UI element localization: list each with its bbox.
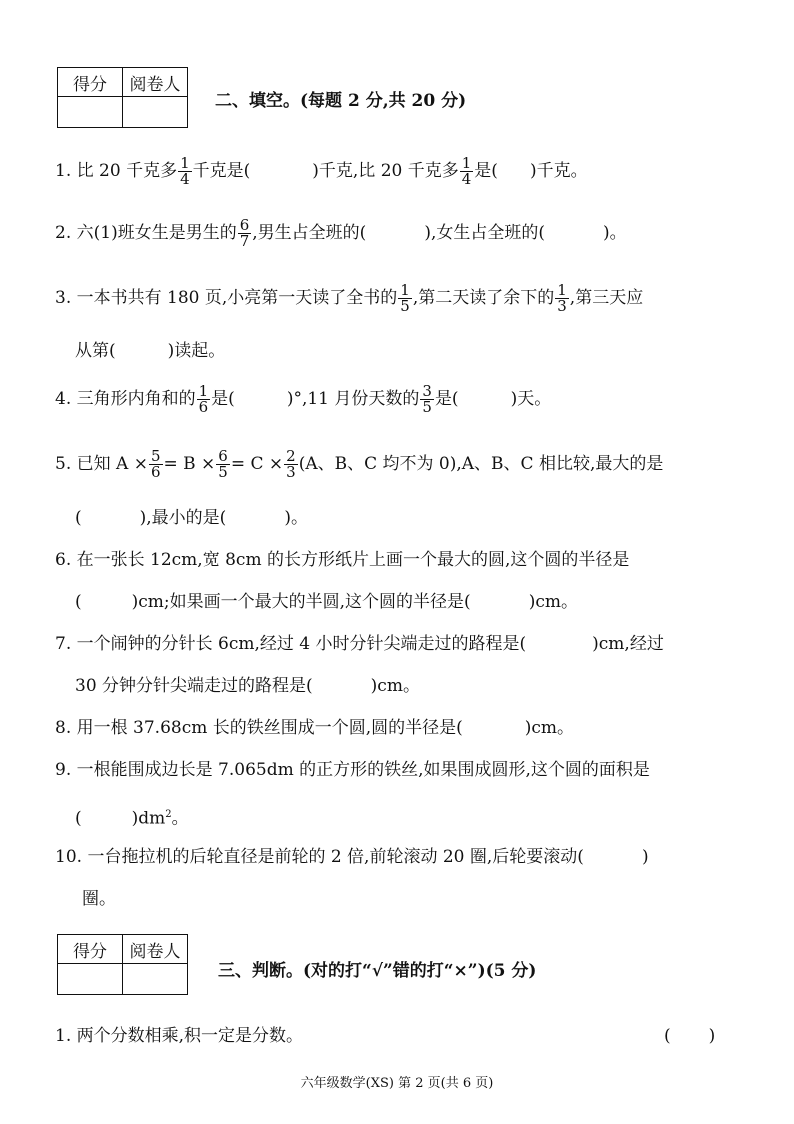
fraction: $\frac{1}{4}$ [180, 154, 190, 188]
score-label: 得分 [58, 68, 123, 97]
section2-title: 二、填空。(每题 2 分,共 20 分) [215, 91, 467, 111]
question-7: 7. 一个闹钟的分针长 6cm,经过 4 小时分针尖端走过的路程是( )cm,经过 [55, 634, 664, 654]
fraction: $\frac{6}{7}$ [239, 216, 250, 250]
fraction: $\frac{6}{5}$ [218, 447, 228, 481]
judgment-1-answer[interactable]: ( ) [664, 1026, 716, 1046]
score-field[interactable] [58, 97, 123, 128]
question-8: 8. 用一根 37.68cm 长的铁丝围成一个圆,圆的半径是( )cm。 [55, 718, 575, 738]
grader-label: 阅卷人 [123, 935, 188, 964]
judgment-1: 1. 两个分数相乘,积一定是分数。 [55, 1026, 304, 1046]
page-footer: 六年级数学(XS) 第 2 页(共 6 页) [300, 1076, 494, 1091]
question-10: 10. 一台拖拉机的后轮直径是前轮的 2 倍,前轮滚动 20 圈,后轮要滚动( ) [55, 847, 649, 867]
question-4: 4. 三角形内角和的 $\frac{1}{6}$ 是( )°,11 月份天数的 $\frac{3}{5}$ 是( )天。 [55, 382, 552, 416]
question-7-line2: 30 分钟分针尖端走过的路程是( )cm。 [75, 676, 420, 696]
question-2: 2. 六(1)班女生是男生的 $\frac{6}{7}$ ,男生占全班的( ),女生占全班的( )。 [55, 216, 627, 250]
question-5-line2: ( ),最小的是( )。 [75, 508, 308, 528]
question-3-line2: 从第( )读起。 [75, 341, 226, 361]
grader-label: 阅卷人 [123, 68, 188, 97]
question-5: 5. 已知 A × $\frac{5}{6}$ = B × $\frac{6}{5}$ = C × $\frac{2}{3}$ (A、B、C 均不为 0),A、B、C 相比较,最大的是 [55, 447, 664, 481]
fraction: $\frac{1}{4}$ [461, 154, 472, 188]
fraction: $\frac{3}{5}$ [422, 382, 432, 416]
fraction: $\frac{1}{3}$ [557, 281, 567, 315]
question-9-line2: ( )$dm^2$。 [75, 808, 189, 829]
question-10-line2: 圈。 [82, 889, 116, 909]
question-3: 3. 一本书共有 180 页,小亮第一天读了全书的 $\frac{1}{5}$ ,第二天读了余下的 $\frac{1}{3}$ ,第三天应 [55, 281, 644, 315]
score-label: 得分 [58, 935, 123, 964]
fraction: $\frac{1}{5}$ [400, 281, 410, 315]
section3-title: 三、判断。(对的打“√”错的打“×”)(5 分) [218, 961, 537, 981]
question-6: 6. 在一张长 12cm,宽 8cm 的长方形纸片上画一个最大的圆,这个圆的半径是 [55, 550, 630, 570]
grader-field[interactable] [123, 964, 188, 995]
question-1: 1. 比 20 千克多 $\frac{1}{4}$ 千克是( )千克,比 20 千克多 $\frac{1}{4}$ 是( )千克。 [55, 154, 588, 188]
grader-field[interactable] [123, 97, 188, 128]
question-6-line2: ( )cm;如果画一个最大的半圆,这个圆的半径是( )cm。 [75, 592, 578, 612]
score-box-section2 [57, 67, 188, 128]
question-9: 9. 一根能围成边长是 7.065dm 的正方形的铁丝,如果围成圆形,这个圆的面积是 [55, 760, 650, 780]
score-field[interactable] [58, 964, 123, 995]
fraction: $\frac{1}{6}$ [198, 382, 209, 416]
fraction: $\frac{2}{3}$ [286, 447, 296, 481]
fraction: $\frac{5}{6}$ [150, 447, 161, 481]
score-box-section3 [57, 934, 188, 995]
